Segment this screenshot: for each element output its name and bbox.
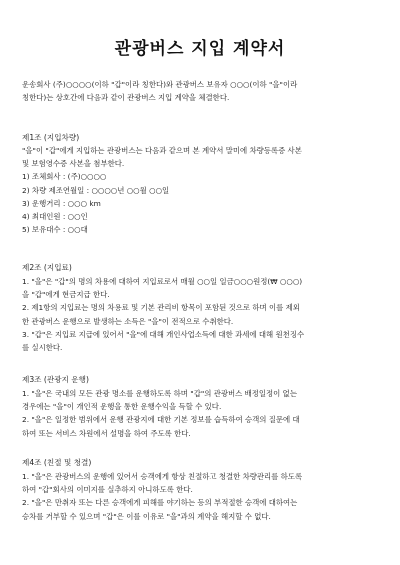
article-line: 1) 조체회사 : (주)○○○○ <box>22 172 107 182</box>
article-line: 승차를 거부할 수 있으며 "갑"은 이를 이유로 "을"과의 계약을 해지할 수 없다. <box>22 511 271 521</box>
article-line: 을 "갑"에게 현금지급 한다. <box>22 290 110 300</box>
article-line: 3. "갑"은 지입료 지급에 있어서 "을"에 대해 개인사업소득에 대한 과세에 대해 원천징수 <box>22 329 305 339</box>
article-line: 2. "을"은 일정한 범위에서 운행 관광지에 대한 기본 정보를 습득하여 승객의 질문에 대 <box>22 415 300 425</box>
article-2-heading: 제2조 (지입료) <box>22 263 72 272</box>
article-1-heading: 제1조 (지입차량) <box>22 133 80 142</box>
article-line: 1. "을"은 "갑"의 명의 차용에 대하여 지입료로서 매월 ○○일 일금○○○원정(₩ ○○○) <box>22 277 303 286</box>
intro-line: 칭한다)는 상호간에 다음과 같이 관광버스 지입 계약을 체결한다. <box>22 93 230 103</box>
article-1-body <box>22 144 384 236</box>
article-3-body <box>22 387 384 440</box>
article-3-heading: 제3조 (관광지 운행) <box>22 375 89 384</box>
article-line: 3) 운행거리 : ○○○ km <box>22 198 101 208</box>
article-line: 1. "을"은 국내의 모든 관광 명소를 운행하도록 하며 "갑"의 관광버스 배정일정이 없는 <box>22 389 297 398</box>
article-line: 하여 또는 서비스 차원에서 설명을 하여 주도록 한다. <box>22 428 191 438</box>
article-line: 1. "을"은 관광버스의 운행에 있어서 승객에게 항상 친절하고 청결한 차량관리를 하도록 <box>22 472 303 481</box>
article-2-body <box>22 275 384 354</box>
intro-line: 운송회사 (주)○○○○(이하 "갑"이라 칭한다)와 관광버스 보유자 ○○○(이하 "을"이라 <box>22 80 298 89</box>
article-line: 를 실시한다. <box>22 343 63 353</box>
article-line: 5) 보유대수 : ○○대 <box>22 225 88 235</box>
article-4-heading: 제4조 (친절 및 청결) <box>22 458 92 467</box>
article-line: 하여 "갑"회사의 이미지를 실추하지 아니하도록 한다. <box>22 485 193 495</box>
article-4-body <box>22 470 384 523</box>
article-line: 2. 제1항의 지입료는 명의 차용료 및 기본 관리비 항목이 포함된 것으로 하며 이를 제외 <box>22 303 300 313</box>
document-title: 관광버스 지입 계약서 <box>114 39 286 59</box>
article-line: 한 관광버스 운행으로 발생하는 소득은 "을"이 전적으로 수취한다. <box>22 316 234 326</box>
article-line: 2) 차량 제조연월일 : ○○○○년 ○○월 ○○일 <box>22 185 170 195</box>
article-line: "을"이 "갑"에게 지입하는 관광버스는 다음과 같으며 본 계약서 말미에 차량등록증 사본 <box>22 146 302 155</box>
article-line: 4) 최대인원 : ○○인 <box>22 212 88 222</box>
intro-paragraph <box>22 78 384 104</box>
article-line: 및 보험영수증 사본을 첨부한다. <box>22 159 125 169</box>
article-line: 2. "을"은 만취자 또는 다른 승객에게 피해를 야기하는 등의 부적절한 승객에 대하여는 <box>22 498 298 508</box>
article-line: 경우에는 "을"이 개인적 운행을 통한 운행수익을 득할 수 있다. <box>22 402 222 412</box>
